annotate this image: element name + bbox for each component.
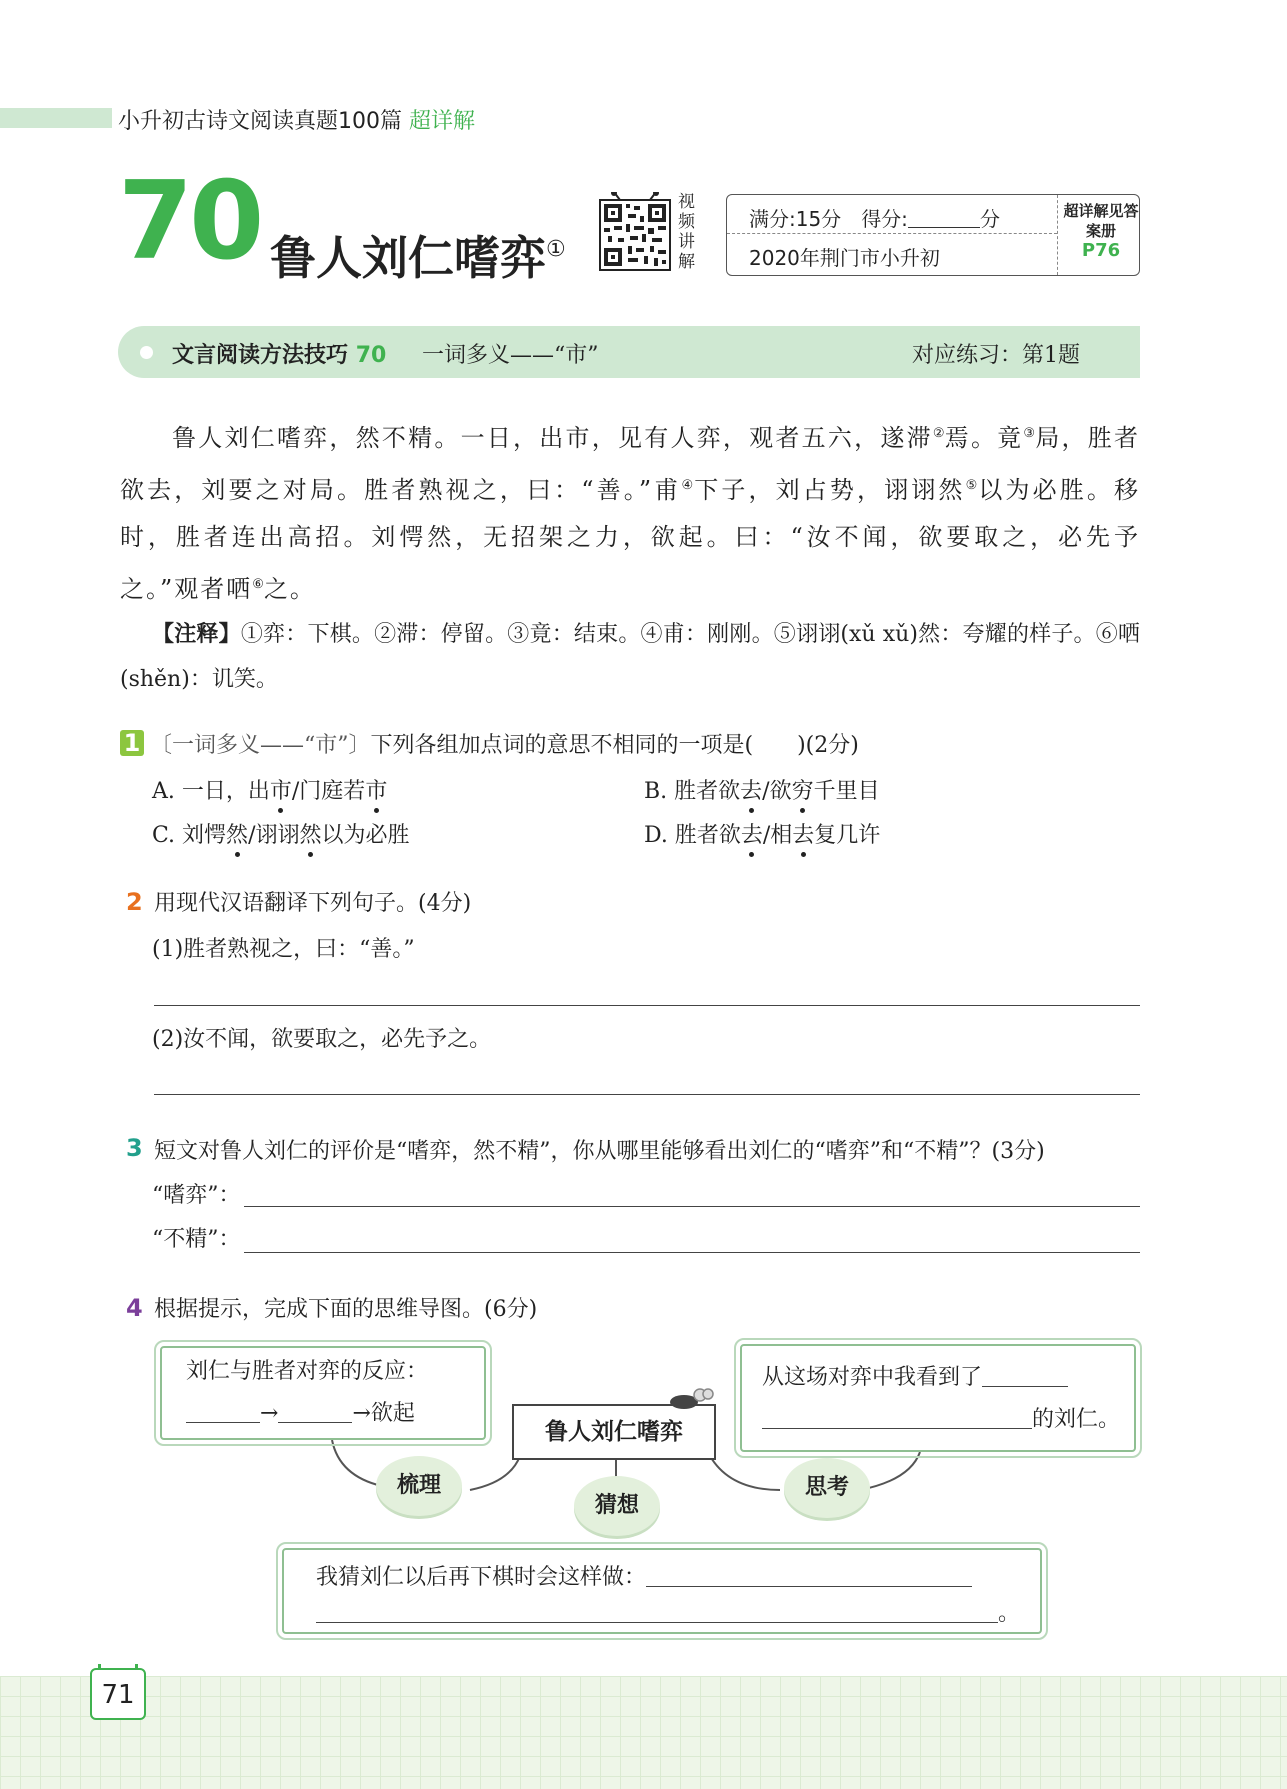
insight-line-2[interactable]: 的刘仁。 [762, 1402, 1120, 1433]
mindmap-center: 鲁人刘仁嗜弈 [512, 1404, 716, 1460]
option-b[interactable]: B. 胜者欲去/欲穷千里目 [644, 779, 880, 804]
mindmap-box-bottom [282, 1548, 1042, 1634]
lesson-title: 鲁人刘仁嗜弈① [270, 231, 566, 285]
answer-line[interactable] [244, 1252, 1140, 1253]
method-topic: 一词多义——“市” [422, 343, 599, 368]
mindmap-box-right [740, 1344, 1136, 1452]
sentence-1: (1)胜者熟视之，曰：“善。” [152, 937, 415, 962]
question-number: 3 [126, 1134, 143, 1162]
answer-ref: 超详解见答案册 P76 [1063, 202, 1139, 261]
insight-line-1[interactable]: 从这场对弈中我看到了 [762, 1360, 1068, 1391]
question-number: 4 [126, 1294, 143, 1322]
page-number: 71 [90, 1668, 146, 1720]
footer-grid [0, 1676, 1287, 1789]
answer-page: P76 [1081, 240, 1121, 261]
question-number: 2 [126, 888, 143, 916]
method-name: 文言阅读方法技巧 70 [172, 343, 387, 368]
guess-line-2[interactable]: 。 [316, 1596, 1020, 1627]
answer-label-1: “嗜弈”： [152, 1183, 241, 1208]
method-bar [118, 326, 1140, 378]
answer-label-2: “不精”： [152, 1227, 241, 1252]
answer-line[interactable] [154, 1005, 1140, 1006]
question-number: 1 [120, 730, 144, 756]
source-label: 2020年荆门市小升初 [749, 246, 940, 270]
qr-code-icon[interactable] [598, 192, 672, 272]
bubble-think: 思考 [784, 1458, 870, 1518]
bubble-guess: 猜想 [574, 1476, 660, 1536]
divider [1057, 195, 1058, 275]
question-stem: 〔一词多义——“市”〕下列各组加点词的意思不相同的一项是( )(2分) [150, 733, 859, 758]
score-info-box [726, 194, 1140, 276]
option-a[interactable]: A. 一日，出市/门庭若市 [152, 779, 388, 804]
score-blank[interactable] [908, 227, 980, 228]
sentence-2: (2)汝不闻，欲要取之，必先予之。 [152, 1027, 492, 1052]
notes: 【注释】①弈：下棋。②滞：停留。③竟：结束。④甫：刚刚。⑤诩诩(xǔ xǔ)然：夸耀的样子。⑥哂(shěn)：讥笑。 [120, 622, 1140, 692]
question-stem: 短文对鲁人刘仁的评价是“嗜弈，然不精”，你从哪里能够看出刘仁的“嗜弈”和“不精”？(3分) [154, 1139, 1045, 1164]
bubble-organize: 梳理 [376, 1456, 462, 1516]
option-c[interactable]: C. 刘愕然/诩诩然以为必胜 [152, 823, 410, 848]
question-stem: 用现代汉语翻译下列句子。(4分) [154, 891, 472, 916]
answer-line[interactable] [154, 1094, 1140, 1095]
guess-line-1[interactable]: 我猜刘仁以后再下棋时会这样做： [316, 1560, 972, 1591]
passage: 鲁人刘仁嗜弈，然不精。一日，出市，见有人弈，观者五六，遂滞②焉。竟③局，胜者欲去，刘要之对局。胜者熟视之，曰：“善。”甫④下子，刘占势，诩诩然⑤以为必胜。移时，胜者连出高招。刘愕然，无招架之力，欲起。曰：“汝不闻，欲要取之，必先予之。”观者哂⑥之。 [120, 424, 1141, 603]
mouse-icon [660, 1388, 716, 1410]
question-stem: 根据提示，完成下面的思维导图。(6分) [154, 1297, 538, 1322]
bullet-icon [140, 346, 153, 359]
reaction-line[interactable]: → →欲起 [186, 1396, 415, 1427]
method-practice: 对应练习：第1题 [912, 343, 1080, 368]
score-line: 满分:15分 得分: 分 [749, 207, 1000, 231]
lesson-number: 70 [118, 159, 261, 284]
divider [727, 233, 1057, 234]
answer-line[interactable] [244, 1206, 1140, 1207]
header-band [0, 108, 112, 128]
box-title: 刘仁与胜者对弈的反应： [186, 1359, 429, 1384]
mindmap-box-left [160, 1346, 486, 1440]
series-title: 小升初古诗文阅读真题100篇 超详解 [118, 109, 476, 134]
option-d[interactable]: D. 胜者欲去/相去复几许 [644, 823, 881, 848]
video-explain-label: 视频讲解 [678, 192, 695, 272]
